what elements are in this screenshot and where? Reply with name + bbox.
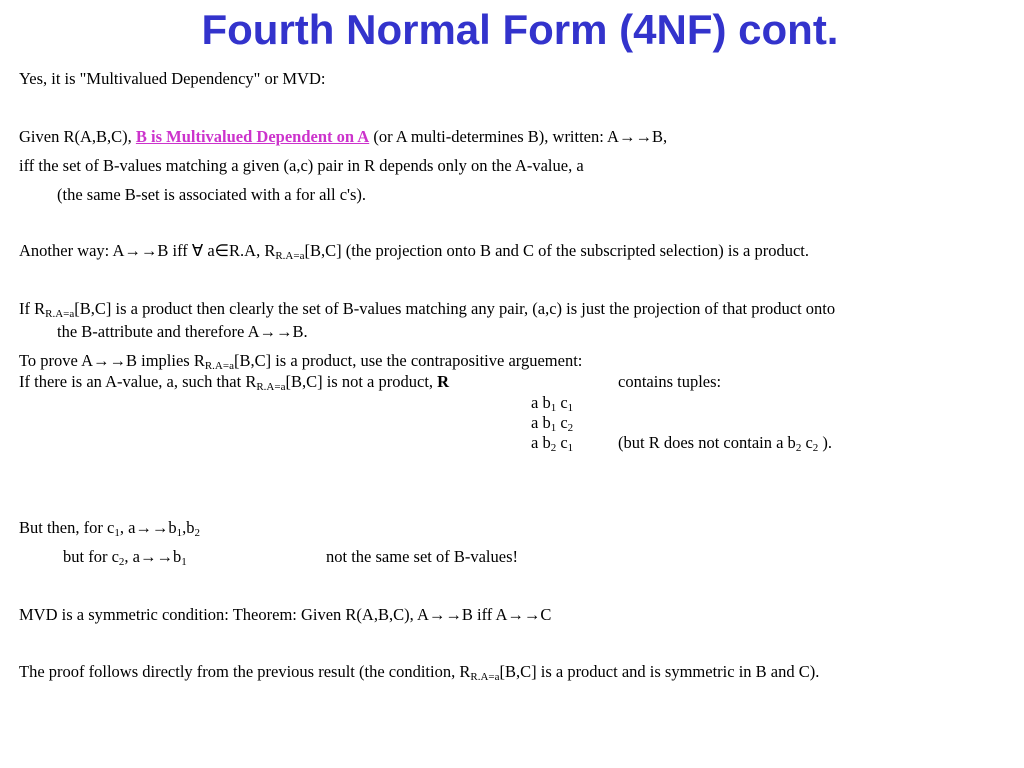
text: To prove A→→B implies R — [19, 351, 205, 370]
text: The proof follows directly from the previous result (the condition, R — [19, 662, 471, 681]
text: [B,C] (the projection onto B and C of the subscripted selection) is a product. — [304, 241, 809, 260]
subscript: 2 — [795, 442, 802, 454]
text: But then, for c — [19, 518, 115, 537]
line-proof — [19, 662, 819, 682]
text: a b — [531, 393, 551, 412]
text: c — [556, 393, 568, 412]
subscript: 1 — [567, 402, 574, 414]
text: [B,C] is a product then clearly the set of B-values matching any pair, (a,c) is just the projection of that product onto — [74, 299, 836, 318]
mvd-definition-link[interactable]: B is Multivalued Dependent on A — [135, 127, 370, 146]
text: c — [556, 433, 568, 452]
line-but-for-c2 — [63, 547, 187, 567]
text: a b — [531, 433, 551, 452]
subscript: 1 — [176, 527, 183, 539]
subscript: 1 — [181, 556, 187, 568]
subscript: R.A=a — [470, 671, 500, 683]
text: Another way: A→→B iff ∀ a∈R.A, R — [19, 241, 276, 260]
subscript: R.A=a — [45, 308, 75, 320]
text: [B,C] is not a product, — [285, 372, 438, 391]
subscript: R.A=a — [275, 250, 305, 262]
subscript: 1 — [567, 442, 574, 454]
line-contains-tuples: contains tuples: — [618, 372, 722, 391]
tuple-3 — [531, 433, 573, 453]
subscript: 1 — [114, 527, 120, 539]
line-not-same-set: not the same set of B-values! — [326, 547, 518, 566]
text: (but R does not contain a b — [618, 433, 796, 452]
text: If there is an A-value, a, such that R — [19, 372, 257, 391]
tuple-2 — [531, 413, 573, 433]
line-iff-condition: iff the set of B-values matching a given (a,c) pair in R depends only on the A-value, a — [19, 156, 584, 175]
text: but for c — [63, 547, 119, 566]
subscript: 2 — [194, 527, 201, 539]
line-another-way — [19, 241, 809, 261]
subscript: R.A=a — [204, 360, 234, 372]
text: , a→→b — [124, 547, 182, 566]
line-symmetric-theorem: MVD is a symmetric condition: Theorem: Given R(A,B,C), A→→B iff A→→C — [19, 605, 552, 624]
subscript: 2 — [567, 422, 574, 434]
text: a b — [531, 413, 551, 432]
relation-r: R — [437, 372, 450, 391]
line-but-then — [19, 518, 200, 538]
line-if-a-value — [19, 372, 449, 392]
subscript: 2 — [550, 442, 557, 454]
line-if-product — [19, 299, 835, 319]
text: [B,C] is a product, use the contrapositive arguement: — [233, 351, 583, 370]
subscript: 2 — [812, 442, 819, 454]
tuple-3-note — [618, 433, 832, 453]
text: [B,C] is a product and is symmetric in B and C). — [499, 662, 820, 681]
text: c — [556, 413, 568, 432]
subscript: 1 — [550, 422, 557, 434]
line-given-definition — [19, 127, 667, 147]
line-mvd-intro: Yes, it is "Multivalued Dependency" or MVD: — [19, 69, 326, 88]
subscript: 2 — [118, 556, 125, 568]
tuple-1 — [531, 393, 573, 413]
subscript: 1 — [550, 402, 557, 414]
line-b-attribute: the B-attribute and therefore A→→B. — [57, 322, 308, 341]
subscript: R.A=a — [256, 381, 286, 393]
line-to-prove — [19, 351, 582, 371]
text: , a→→b — [119, 518, 177, 537]
text: ,b — [182, 518, 195, 537]
text: c — [801, 433, 813, 452]
text: ). — [818, 433, 833, 452]
text: If R — [19, 299, 46, 318]
slide-title: Fourth Normal Form (4NF) cont. — [201, 6, 839, 53]
text: Given R(A,B,C), — [19, 127, 136, 146]
text: (or A multi-determines B), written: A→→B, — [369, 127, 668, 146]
line-same-bset: (the same B-set is associated with a for all c's). — [57, 185, 367, 204]
